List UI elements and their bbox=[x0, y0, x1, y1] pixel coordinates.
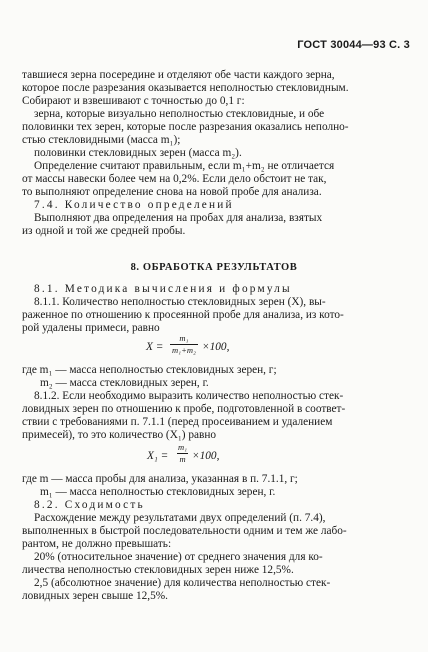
text-line: тавшиеся зерна посередине и отделяют обе части каждого зерна, bbox=[22, 69, 335, 81]
formula-denominator: m₁+m₂ bbox=[172, 344, 196, 355]
text-line: Расхождение между результатами двух определений (п. 7.4), bbox=[34, 512, 326, 524]
text-line: примесей), то это количество (X₁) равно bbox=[22, 429, 217, 441]
text-line: 8.1.2. Если необходимо выразить количество неполностью стек- bbox=[34, 390, 344, 402]
text-line: половинки тех зерен, которые после разрезания оказались неполно- bbox=[22, 121, 349, 133]
text-line: Собирают и взвешивают с точностью до 0,1 г: bbox=[22, 95, 245, 107]
formula-tail: ×100, bbox=[192, 450, 220, 462]
text-line: из одной и той же средней пробы. bbox=[22, 225, 186, 237]
text-line: рантом, не должно превышать: bbox=[22, 538, 172, 550]
formula-fraction bbox=[176, 443, 189, 463]
text-line: m₂ — масса стекловидных зерен, г. bbox=[40, 377, 209, 389]
page-header: ГОСТ 30044—93 С. 3 bbox=[297, 39, 410, 51]
formula-tail: ×100, bbox=[202, 341, 230, 353]
formula-fraction bbox=[170, 334, 198, 354]
text-line: выполненных в быстрой последовательности одним и тем же лабо- bbox=[22, 525, 347, 537]
subsection-heading: 7.4. Количество определений bbox=[34, 199, 234, 211]
formula-denominator: m bbox=[179, 453, 186, 464]
text-line: зерна, которые визуально неполностью стекловидные, и обе bbox=[34, 108, 325, 120]
formula-numerator: m₁ bbox=[179, 333, 189, 343]
text-line: где m₁ — масса неполностью стекловидных зерен, г; bbox=[22, 364, 277, 376]
text-line: половинки стекловидных зерен (масса m₂). bbox=[34, 147, 242, 159]
text-line: 2,5 (абсолютное значение) для количества неполностью стек- bbox=[34, 577, 331, 589]
text-line: рой удалены примеси, равно bbox=[22, 322, 160, 334]
formula-numerator: m₁ bbox=[178, 442, 188, 452]
text-line: личества неполностью стекловидных зерен ниже 12,5%. bbox=[22, 564, 294, 576]
section-heading: 8. ОБРАБОТКА РЕЗУЛЬТАТОВ bbox=[130, 262, 298, 273]
text-line: от массы навески более чем на 0,2%. Если дело обстоит не так, bbox=[22, 173, 327, 185]
text-line: ловидных зерен по отношению к пробе, подготовленной в соответ- bbox=[22, 403, 346, 415]
text-line: стью стекловидными (масса m₁); bbox=[22, 134, 181, 146]
text-line: Выполняют два определения на пробах для анализа, взятых bbox=[34, 212, 323, 224]
text-line: то выполняют определение снова на новой пробе для анализа. bbox=[22, 186, 322, 198]
text-line: ствии с требованиями п. 7.1.1 (перед просеиванием и удалением bbox=[22, 416, 333, 428]
text-line: где m — масса пробы для анализа, указанная в п. 7.1.1, г; bbox=[22, 473, 298, 485]
text-line: раженное по отношению к просеянной пробе для анализа, из кото- bbox=[22, 309, 344, 321]
text-line: которое после разрезания оказывается неполностью стекловидным. bbox=[22, 82, 349, 94]
text-line: ловидных зерен свыше 12,5%. bbox=[22, 590, 169, 602]
text-line: 20% (относительное значение) от среднего значения для ко- bbox=[34, 551, 323, 563]
text-line: Определение считают правильным, если m₁+m₂ не отличается bbox=[34, 160, 335, 172]
subsection-heading: 8.1. Методика вычисления и формулы bbox=[34, 283, 292, 295]
subsection-heading: 8.2. Сходимость bbox=[34, 499, 145, 511]
text-line: m₁ — масса неполностью стекловидных зерен, г. bbox=[40, 486, 276, 498]
formula-lhs: X₁ = bbox=[147, 450, 169, 462]
formula-lhs: X = bbox=[146, 341, 164, 353]
text-line: 8.1.1. Количество неполностью стекловидных зерен (X), вы- bbox=[34, 296, 326, 308]
